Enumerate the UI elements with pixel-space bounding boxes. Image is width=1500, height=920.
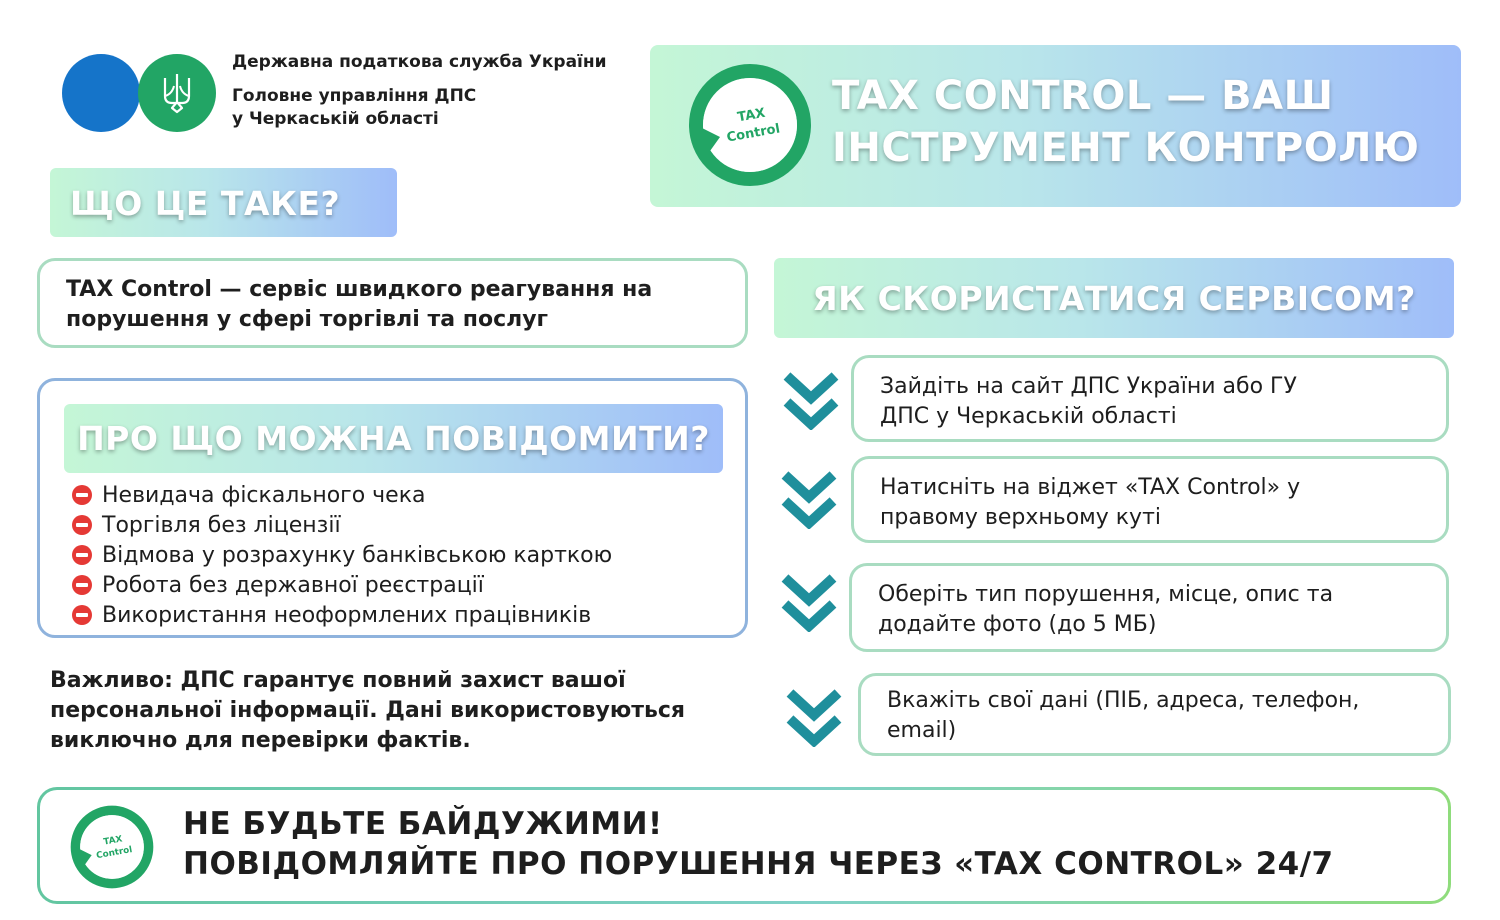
no-entry-icon bbox=[72, 545, 92, 565]
violation-text: Торгівля без ліцензії bbox=[102, 512, 341, 538]
step-2-box bbox=[851, 456, 1449, 543]
no-entry-icon bbox=[72, 515, 92, 535]
violation-text: Використання неоформлених працівників bbox=[102, 602, 592, 628]
step-3-line-2: додайте фото (до 5 МБ) bbox=[878, 612, 1157, 637]
footer-badge-text-2: Control bbox=[95, 845, 134, 862]
step-4-box bbox=[858, 673, 1451, 756]
list-item bbox=[72, 512, 341, 538]
chevron-down-icon bbox=[783, 372, 839, 430]
chevron-down-icon bbox=[781, 574, 837, 632]
how-to-heading-banner bbox=[774, 258, 1454, 338]
step-4-line-1: Вкажіть свої дані (ПІБ, адреса, телефон, bbox=[887, 688, 1360, 713]
what-is-heading: ЩО ЦЕ ТАКЕ? bbox=[70, 184, 341, 223]
hero-badge-text-1: TAX bbox=[736, 105, 767, 126]
tax-control-chat-icon bbox=[70, 805, 154, 889]
hero-title-line-2: ІНСТРУМЕНТ КОНТРОЛЮ bbox=[832, 125, 1420, 171]
what-is-heading-banner bbox=[50, 168, 397, 237]
step-3-box bbox=[849, 563, 1449, 652]
step-4-line-2: email) bbox=[887, 718, 957, 743]
violation-text: Відмова у розрахунку банківською карткою bbox=[102, 542, 613, 568]
no-entry-icon bbox=[72, 485, 92, 505]
definition-line-2: порушення у сфері торгівлі та послуг bbox=[66, 307, 549, 332]
step-2-line-1: Натисніть на віджет «TAX Control» у bbox=[880, 475, 1301, 500]
list-item bbox=[72, 542, 612, 568]
list-item bbox=[72, 572, 484, 598]
no-entry-icon bbox=[72, 575, 92, 595]
report-heading: ПРО ЩО МОЖНА ПОВІДОМИТИ? bbox=[77, 419, 710, 458]
hero-badge-text-2: Control bbox=[725, 121, 782, 146]
important-note-line-1: Важливо: ДПС гарантує повний захист вашої bbox=[50, 668, 626, 693]
dps-blue-emblem-icon bbox=[62, 54, 140, 132]
step-2-line-2: правому верхньому куті bbox=[880, 505, 1162, 530]
footer-line-2: ПОВІДОМЛЯЙТЕ ПРО ПОРУШЕННЯ ЧЕРЕЗ «TAX CONTROL» 24/7 bbox=[183, 846, 1334, 882]
org-department: Головне управління ДПС bbox=[232, 86, 477, 106]
report-heading-banner bbox=[64, 404, 723, 473]
step-1-line-1: Зайдіть на сайт ДПС України або ГУ bbox=[880, 374, 1297, 399]
list-item bbox=[72, 482, 425, 508]
definition-box bbox=[37, 258, 748, 348]
tax-control-chat-icon bbox=[688, 63, 812, 187]
definition-line-1: TAX Control — сервіс швидкого реагування на bbox=[66, 277, 653, 302]
violation-text: Робота без державної реєстрації bbox=[102, 572, 484, 598]
how-to-heading: ЯК СКОРИСТАТИСЯ СЕРВІСОМ? bbox=[812, 278, 1416, 318]
step-1-box bbox=[851, 355, 1449, 442]
org-region: у Черкаській області bbox=[232, 109, 439, 129]
report-topics-box bbox=[37, 378, 748, 638]
violation-text: Невидача фіскального чека bbox=[102, 482, 426, 508]
chevron-down-icon bbox=[786, 689, 842, 747]
footer-badge-text-1: TAX bbox=[102, 834, 124, 848]
trident-emblem-icon bbox=[138, 54, 216, 132]
org-name: Державна податкова служба України bbox=[232, 52, 607, 72]
important-note-line-2: персональної інформації. Дані використовуються bbox=[50, 698, 686, 723]
call-to-action-footer bbox=[37, 787, 1451, 904]
footer-line-1: НЕ БУДЬТЕ БАЙДУЖИМИ! bbox=[183, 806, 663, 842]
trident-icon bbox=[160, 72, 194, 114]
step-3-line-1: Оберіть тип порушення, місце, опис та bbox=[878, 582, 1334, 607]
no-entry-icon bbox=[72, 605, 92, 625]
list-item bbox=[72, 602, 591, 628]
step-1-line-2: ДПС у Черкаській області bbox=[880, 404, 1177, 429]
hero-banner bbox=[650, 45, 1461, 207]
chevron-down-icon bbox=[781, 471, 837, 529]
hero-title-line-1: TAX CONTROL — ВАШ bbox=[832, 73, 1334, 119]
important-note-line-3: виключно для перевірки фактів. bbox=[50, 728, 471, 753]
